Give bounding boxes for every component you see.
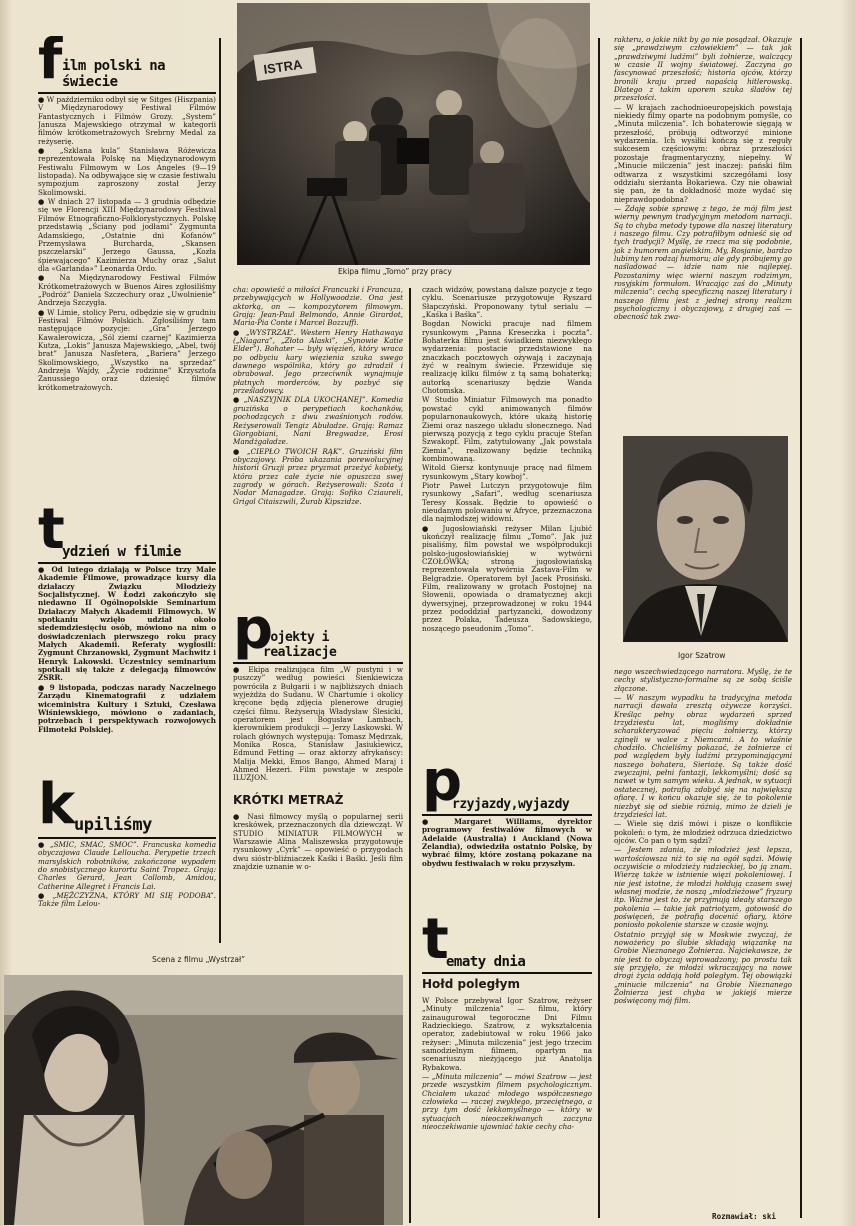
section-initial: t <box>38 497 65 562</box>
section-title: ydzień w filmie <box>62 544 181 560</box>
paragraph: ● Na Międzynarodowy Festiwal Filmów Krótkometrażowych w Buenos Aires zgłosiliśmy „Podróż” Daniela Szczechury oraz „Uwolnienie” Andrzeja Szczygła. <box>38 273 216 308</box>
photo-szatrow-image <box>623 436 788 642</box>
title-underline <box>38 562 216 564</box>
paragraph: — Wiele się dziś mówi i pisze o konflikcie pokoleń: o tym, że młodzież odrzuca dziedzictwo ojców. Co pan o tym sądzi? <box>614 819 792 845</box>
col4-bottom-text <box>614 668 792 1006</box>
paragraph: — Zdaję sobie sprawę z tego, że mój film jest wierny pewnym tradycyjnym metodom narracji. Są to chyba metody typowe dla naszej literatury i naszego filmu. Czy potrafiłbym odnieść się od tych tradycji? Myślę, że rzecz ma się podobnie, jak z humorem angielskim. My, Rosjanie, bardzo lubimy ten rodzaj humoru; ale gdy próbujemy go naśladować — idzie nam nie najlepiej. Pozostanimy więc wierni naszym rodzimym, rosyjskim formułom. Wracając zaś do „Minuty milczenia”: cechą specyficzną naszej literatury i naszego filmu jest z jednej strony realizm psychologiczny i obyczajowy, z drugiej zaś — obecność tak zwa- <box>614 203 792 322</box>
paragraph: rakteru, o jakie nikt by go nie posądzał. Okazuje się „prawdziwym człowiekiem” — tak jak „prawdziwymi ludźmi” byli żołnierze, walczący w czasie II wojny światowej. Zaczyna go fascynować przeszłość; historia ojców, którzy bronili kraju przed napaścią hitlerowską. Dlatego z takim uporem szuka śladów tej przeszłości. <box>614 36 792 103</box>
section-header-film-polski <box>38 36 216 94</box>
section-initial: f <box>38 36 63 92</box>
paragraph: — W krajach zachodnioeuropejskich powstają niekiedy filmy oparte na podobnym pomyśle, co „Minuta milczenia”. Ich bohaterowie sięgają w przeszłość, próbują odtworzyć minione wydarzenia. Ich wysiłki kończą się z reguły sukcesem częściowym: obraz przeszłości pozostaje fragmentaryczny, niepełny. W „Minucie milczenia” jest inaczej: pański film odtwarza z wszystkimi szczegółami losy oddziału sierżanta Bokariewa. Czy nie obawiał się pan, że ta dokładność może wydać się nieprawdopodobna? <box>614 102 792 204</box>
column-2 <box>233 286 403 941</box>
paragraph: — Jestem zdania, że młodzież jest lepsza, wartościowsza niż to się na ogół sądzi. Mówię oczywiście o młodzieży radzieckiej, bo ją znam. Wierzę także w istnienie więzi pokoleniowej. I nie jest istotne, że młodzi hołdują czasem swej własnej modzie, że noszą „młodzieżowe” fryzury itp. Ważne jest to, że przyjmują ideały starszego pokolenia — takie jak patriotyzm, gotowość do poświęceń, że potrafią docenić ofiary, które poniosło pokolenie starsze w czasie wojny. <box>614 845 792 930</box>
paragraph: Ostatnio przyjął się w Moskwie zwyczaj, że nowożeńcy po ślubie składają wiązankę na Grobie Nieznanego Żołnierza. Najciekawsze, że nie jest to obyczaj wprowadzony; po prostu tak się przyjęło, że młodzi wkraczający na nowe drogi życia oddają hołd poległym. Tej obowiązki „minucie milczenia” na Grobie Nieznanego Żołnierza jest chyba w jakiejś mierze poświęcony mój film. <box>614 929 792 1006</box>
paragraph: ● „SMIC, SMAC, SMOC”. Francuska komedia obyczajowa Claude Lelloucha. Perypetie trzech marsylskich robotników, zakończone wypadem do snobistycznego kurortu Saint Tropez. Grają: Charles Gerard, Jean Collomb, Amidou, Catherine Allegret i Francis Lai. <box>38 840 216 891</box>
section-initial: t <box>422 907 449 972</box>
paragraph: ● W październiku odbył się w Sitges (Hiszpania) V Międzynarodowy Festiwal Filmów Fantastycznych i Filmów Grozy. „System” Janusza Majewskiego otrzymał w kategorii filmów krótkometrażowych Srebrny Medal za reżyserię. <box>38 95 216 146</box>
photo-szatrow <box>623 436 788 642</box>
paragraph: ● „NASZYJNIK DLA UKOCHANEJ”. Komedia gruzińska o perypetiach kochanków, pochodzących z dwu zwaśnionych rodów. Reżyserowali Tengiz Abuładze. Grają: Ramaz Giorgobiani, Nani Bregwadze, Erosi Mandżgaładze. <box>233 395 403 447</box>
title-underline <box>422 814 592 816</box>
section-header-kupilismy <box>38 772 216 839</box>
section-title: rojekty i realizacje <box>263 630 337 660</box>
signature: Rozmawiał: ski <box>712 1212 777 1221</box>
column-rule <box>409 288 411 1223</box>
section-title: upiliśmy <box>74 815 152 835</box>
col3-text <box>422 286 592 633</box>
section-initial: p <box>233 597 274 662</box>
title-underline <box>38 92 216 94</box>
paragraph: W Polsce przebywał Igor Szatrow, reżyser „Minuty milczenia” — filmu, który zainaugurował tegoroczne Dni Filmu Radzieckiego. Szatrow, z wykształcenia operator, zadebiutował w roku 1966 jako reżyser: „Minuta milczenia” jest jego trzecim samodzielnym filmem, opartym na scenariuszu nieżyjącego już Anatolija Rybakowa. <box>422 996 592 1072</box>
column-rule <box>800 38 802 1218</box>
section-header-tematy <box>422 907 592 974</box>
column-rule <box>219 38 221 943</box>
title-underline <box>38 837 216 839</box>
column-rule <box>598 38 600 1218</box>
paragraph: ● „MĘŻCZYZNA, KTÓRY MI SIĘ PODOBA”. Także film Lelou- <box>38 891 216 909</box>
col4-text <box>614 36 792 322</box>
krotki-metraz-text <box>233 813 403 871</box>
photo-wystrzal-image <box>4 975 403 1225</box>
section-title: ilm polski na świecie <box>62 58 166 90</box>
section-title: rzyjazdy,wyjazdy <box>452 797 570 812</box>
paragraph: ● „Szklana kula” Stanisława Różewicza reprezentowała Polskę na Międzynarodowym Festiwalu Filmowym w Los Angeles (9—19 listopada). Na odbywające się w czasie festiwalu sympozjum zaproszony został Jerzy Skolimowski. <box>38 146 216 197</box>
caption-tomo: Ekipa filmu „Tomo” przy pracy <box>338 267 452 276</box>
photo-tomo-crew <box>237 3 590 265</box>
section-initial: k <box>38 772 76 837</box>
paragraph: czach widzów, powstaną dalsze pozycje z tego cyklu. Scenariusze przygotowuje Ryszard Słapczyński. Proponowany tytuł serialu — „Kaśka i Baśka”. <box>422 286 592 320</box>
paragraph: ● W Limie, stolicy Peru, odbędzie się w grudniu Festiwal Filmów Polskich. Zgłosiliśmy tam następujące pozycje: „Gra” Jerzego Kawalerowicza, „Sól ziemi czarnej” Kazimierza Kutza, „Lokis” Janusza Majewskiego, „Abel, twój brat” Janusza Nasfetera, „Bariera” Jerzego Skolimowskiego, „Wszystko na sprzedaż” Andrzeja Wajdy, „Życie rodzinne” Krzysztofa Zanussiego oraz dziesięć filmów krótkometrażowych. <box>38 307 216 392</box>
projekty-text <box>233 666 403 783</box>
section-title: ematy dnia <box>446 954 526 970</box>
section-initial: p <box>422 749 463 814</box>
paragraph: ● Nasi filmowcy myślą o popularnej serii kreskówek, przeznaczonych dla dziewcząt. W STUDIO MINIATUR FILMOWYCH w Warszawie Alina Maliszewska przygotowuje rysunkowy „Cyrk” — opowieść o przygodach dwu sióstr-bliźniaczek Kaśki i Baśki. Jeśli film znajdzie uznanie w o- <box>233 811 403 871</box>
column-1 <box>38 36 216 911</box>
paragraph: Bogdan Nowicki pracuje nad filmem rysunkowym „Panna Kreseczka i poczta”. Bohaterka filmu jest świadkiem niezwykłego wydarzenia: postacie przedstawione na znaczkach pocztowych ożywają i zaczynają żyć w realnym świecie. Przewiduje się realizację kilku filmów z tą samą bohaterką; autorką scenariuszy będzie Wanda Chotomska. <box>422 319 592 396</box>
paragraph: — „Minuta milczenia” — mówi Szatrow — jest przede wszystkim filmem psychologicznym. Chciałem ukazać młodego współczesnego człowieka — raczej zwykłego, przeciętnego, a przy tym dość lekkomyślnego — który w sytuacjach nieoczekiwanych zaczyna nieoczekiwanie ujawniać takie cechy cha- <box>422 1072 592 1132</box>
paragraph: ● Margaret Williams, dyrektor programowy festiwalów filmowych w Adelaide (Australia) i Auckland (Nowa Zelandia), odwiedziła ostatnio Polskę, by wybrać filmy, które zostaną pokazane na obydwu festiwalach w roku przyszłym. <box>422 817 592 868</box>
section-header-tydzien <box>38 497 216 564</box>
paragraph: ● Od lutego działają w Polsce trzy Małe Akademie Filmowe, prowadzące kursy dla działaczy Związku Młodzieży Socjalistycznej. W Łodzi zakończyło się niedawno II Ogólnopolskie Seminarium Działaczy Małych Akademii Filmowych. W spotkaniu wzięło udział około siedemdziesięciu osób, mówiono na nim o doświadczeniach pierwszego roku pracy Małych Akademii. Referaty wygłosili: Zygmunt Chrzanowski, Zygmunt Machwitz i Henryk Lakowski. Uczestnicy seminarium spotkali się także z delegacją filmowców ZSRR. <box>38 565 216 683</box>
caption-szatrow: Igor Szatrow <box>678 651 726 660</box>
photo-wystrzal <box>4 975 403 1225</box>
paragraph: — W naszym wypadku ta tradycyjna metoda narracji dawała zresztą ożywcze korzyści. Kreśląc pełny obraz wydarzeń sprzed trzydziestu lat, mogliśmy dokładnie scharakteryzować pięciu żołnierzy, którzy zginęli w walce z Niemcami. A to właśnie chodziło. Chcieliśmy pokazać, że żołnierze ci pod względem były ludźmi przypominającymi naszego bohatera, Sieriożę. Są także dość zwyczajni, pełni fantazji, lekkomyślni; dość są nawet w tym samym wieku. A jednak, w sytuacji ostatecznej, potrafią zdobyć się na największą ofiarę. I w końcu okazuje się, że to pokolenie niezbyt się od siebie różnią, mimo że dzieli je trzydzieści lat. <box>614 693 792 819</box>
tydzien-text <box>38 566 216 734</box>
column-3 <box>422 286 592 1226</box>
paragraph: ● 9 listopada, podczas narady Naczelnego Zarządu Kinematografii z udziałem wiceministra Kultury i Sztuki, Czesława Wiśniewskiego, mówiono o zadaniach, potrzebach i perspektywach rozwojowych Filmoteki Polskiej. <box>38 682 216 734</box>
title-underline <box>422 972 592 974</box>
paragraph: cha: opowieść o miłości Francuzki i Francuza, przebywających w Hollywoodzie. Ona jest aktorką, on — kompozytorem filmowym. Grają: Jean-Paul Belmondo, Annie Girardot, Maria-Pia Conte i Marcel Bozzuffi. <box>233 286 403 328</box>
paragraph: ● W dniach 27 listopada — 3 grudnia odbędzie się we Florencji XIII Międzynarodowy Festiwal Filmów Etnograficzno-Folklorystycznych. Polskę przedstawią „Ściany pod jodłami” Zygmunta Adamskiego, „Ostatnie dni Kofanów” Przemysława Burcharda, „Skansen pszczelarski” Jerzego Gaussa, „Kozła śpiewającego” Kazimierza Muchy oraz „Salut dla «Garlanda»” Leonarda Ordo. <box>38 197 216 273</box>
section-header-projekty <box>233 597 403 664</box>
paragraph: Witold Giersz kontynuuje pracę nad filmem rysunkowym „Stary kowboj”. <box>422 463 592 481</box>
tematy-text <box>422 997 592 1132</box>
paragraph: ● „CIEPŁO TWOICH RĄK”. Gruziński film obyczajowy. Próba ukazania porewolucyjnej historii Gruzji przez pryzmat przeżyć kobiety, która przez całe życie nie opuszcza swej zagrody w górach. Reżyserowali: Szota i Nodar Managadze. Grają: Sofiko Cziaureli, Grigol Citaiszwili, Żurab Kipszidze. <box>233 446 403 506</box>
column-4-bottom <box>614 668 792 1208</box>
section-header-przyjazdy <box>422 749 592 816</box>
przyjazdy-text <box>422 818 592 868</box>
photo-tomo-crew-image <box>237 3 590 265</box>
krotki-metraz-title: KRÓTKI METRAŻ <box>233 792 344 807</box>
paragraph: ● Jugosłowiański reżyser Milan Ljubić ukończył realizację filmu „Tomo”. Jak już pisaliśmy, film powstał we współprodukcji polsko-jugosłowiańskiej w wytwórni CZOŁÓWKA; stroną jugosłowiańską reprezentowała wytwórnia Zastava-Film w Belgradzie. Operatorem był Jacek Prosiński. Film, realizowany w grotach Postojnej na Słowenii, opowiada o dramatycznej akcji dywersyjnej, przeprowadzonej w roku 1944 przez pododdział partyzancki, dowodzony przez Polaka, Tadeusza Sadowskiego, noszącego pseudonim „Tomo”. <box>422 523 592 633</box>
film-polski-text <box>38 96 216 392</box>
title-underline <box>233 662 403 664</box>
paragraph: ● Ekipa realizująca film „W pustyni i w puszczy” według powieści Sienkiewicza powróciła z Bułgarii i w najbliższych dniach wyjeżdża do Sudanu. W Chartumie i okolicy kręcone będą zdjęcia plenerowe drugiej części filmu. Reżyserują Władysław Ślesicki, operatorem jest Bogusław Lambach, kierownikiem produkcji — Jerzy Laskowski. W rolach głównych występują: Tomasz Mędrzak, Monika Rosca, Stanisław Jasiukiewicz, Edmund Fetting — oraz aktorzy afrykańscy: Malija Mekki, Emos Bango, Ahmed Maraj i Ahmed Hezeri. Film powstaje w zespole ILUZJON. <box>233 665 403 783</box>
paragraph: ● „WYSTRZAŁ”. Western Henry Hathawaya („Niagara”, „Złoto Alaski”, „Synowie Katie Elder”). Bohater — były więzień, który wraca po odbyciu kary więzienia szuka swego dawnego wspólnika, który go zdradził i obrabował. Jego przeciwnik wynajmuje płatnych morderców, by pozbyć się prześladowcy. <box>233 327 403 396</box>
col2-text <box>233 286 403 506</box>
kupilismy-text <box>38 841 216 909</box>
paragraph: W Studio Miniatur Filmowych ma ponadto powstać cykl animowanych filmów popularnonaukowych, które ukażą historię Ziemi oraz naszego układu słonecznego. Nad pierwszą pozycją z tego cyklu pracuje Stefan Szwakopf. Film, zatytułowany „Jak powstała Ziemia”, realizowany będzie techniką kombinowaną. <box>422 395 592 463</box>
paragraph: nego wszechwiedzącego narratora. Myślę, że te cechy stylistyczno-formalne są ze sobą ściśle złączone. <box>614 668 792 693</box>
paragraph: Piotr Paweł Lutczyn przygotowuje film rysunkowy „Safari”, według scenariusza Teresy Kossak. Będzie to opowieść o nieudanym polowaniu w Afryce, przeznaczona dla najmłodszej widowni. <box>422 480 592 524</box>
caption-wystrzal: Scena z filmu „Wystrzał” <box>152 955 246 964</box>
istra-sign: ISTRA <box>262 56 304 77</box>
tematy-subtitle: Hołd poległym <box>422 977 520 991</box>
column-4 <box>614 36 792 426</box>
